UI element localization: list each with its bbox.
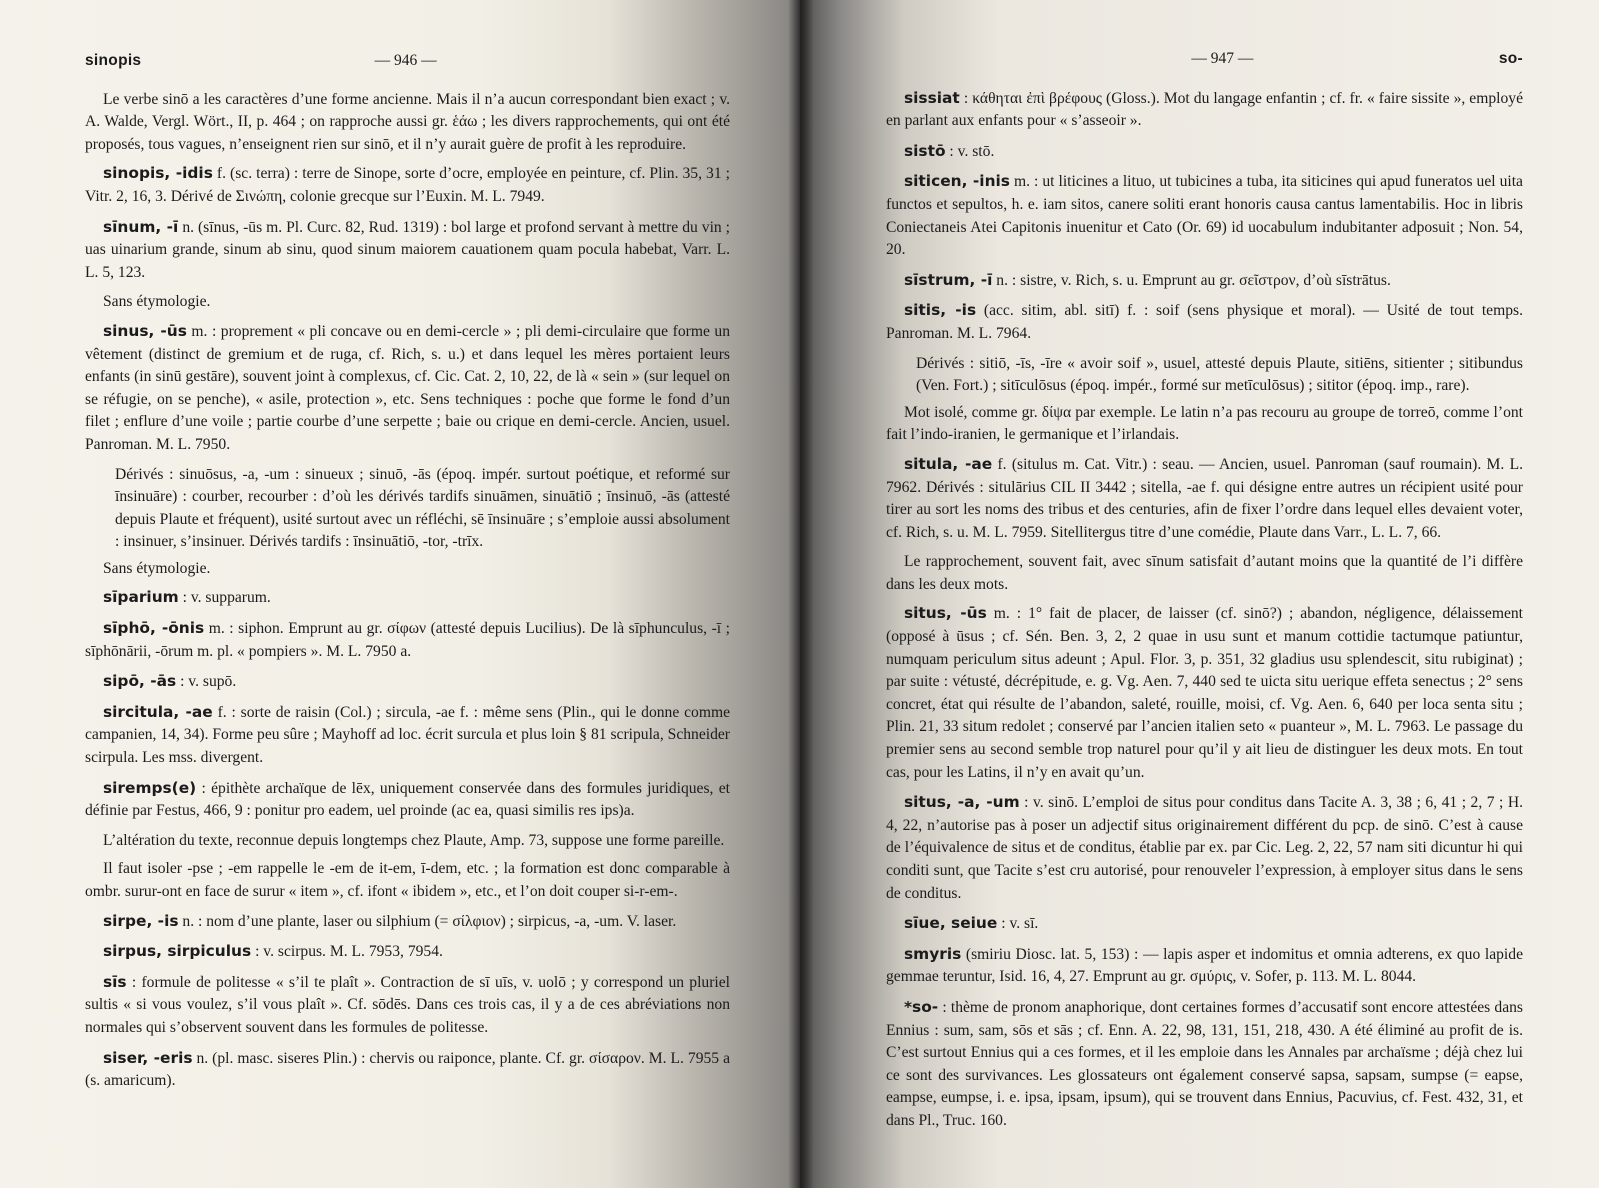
dictionary-entry xyxy=(886,912,1523,936)
right-page xyxy=(800,0,1599,1188)
book-gutter-shadow xyxy=(788,0,814,1188)
dictionary-entry xyxy=(85,910,730,934)
entry-text: (acc. sitim, abl. sitī) f. : soif (sens physique et moral). — Usité de tout temps. Panroman. M. L. 7964. xyxy=(886,302,1523,342)
entry-headword: sīnum, -ī xyxy=(103,217,179,236)
entry-text: n. : sistre, v. Rich, s. u. Emprunt au gr. σεῖστρον, d’où sīstrātus. xyxy=(992,271,1391,289)
entry-headword: sinopis, -idis xyxy=(103,164,213,183)
dictionary-entry xyxy=(886,269,1523,293)
entry-text: m. : proprement « pli concave ou en demi-cercle » ; pli demi-circulaire que forme un vêtement (distinct de gremium et de ruga, cf. Rich, s. u.) et dans lequel les mères portaient leurs enfants (in sinū gestāre), souvent joint à complexus, cf. Cic. Cat. 2, 10, 22, de là « sein » (sur lequel on se réfugie, on se penche), « asile, protection », etc. Sens techniques : poche que forme le fond d’un filet ; enflure d’une voile ; partie courbe d’une serpette ; baie ou crique en demi-cercle. Ancien, usuel. Panroman. M. L. 7950. xyxy=(85,322,730,453)
entry-text: : v. scirpus. M. L. 7953, 7954. xyxy=(251,943,443,961)
entry-text: Mot isolé, comme gr. δίψα par exemple. Le latin n’a pas recouru au groupe de torreō, comme l’ont fait l’indo-iranien, le germanique et l’irlandais. xyxy=(886,403,1523,444)
page-number-right: — 947 — xyxy=(1191,50,1254,67)
entry-headword: situs, -ūs xyxy=(904,604,987,623)
entry-text: n. (pl. masc. siseres Plin.) : chervis ou raiponce, plante. Cf. gr. σίσαρον. M. L. 7955 a (s. amaricum). xyxy=(85,1049,731,1090)
entry-headword: sinus, -ūs xyxy=(103,321,187,340)
commentary-paragraph xyxy=(85,858,730,903)
commentary-paragraph xyxy=(886,402,1523,447)
derivatives-paragraph xyxy=(85,464,730,554)
dictionary-entry xyxy=(886,602,1523,784)
dictionary-entry xyxy=(85,971,730,1040)
entry-text: : formule de politesse « s’il te plaît ». Contraction de sī uīs, v. uolō ; y correspond un pluriel sultis « si vous voulez, s’il vous plaît ». Cf. sōdēs. Dans ces trois cas, il y a de ces abréviations non normales qui s’observent souvent dans les formules de politesse. xyxy=(85,973,730,1036)
entry-headword: sīs xyxy=(103,972,127,991)
entry-text: n. (sīnus, -ūs m. Pl. Curc. 82, Rud. 1319) : bol large et profond servant à mettre du vin ; uas uinarium grande, sinum ab sinu, quod sinum maiorem cauationem quam pocula habebat, Varr. L. L. 5, 123. xyxy=(85,218,730,281)
dictionary-entry xyxy=(85,216,730,285)
guide-word-left: sinopis xyxy=(85,52,142,69)
entry-text: Sans étymologie. xyxy=(103,559,211,577)
entry-text: : épithète archaïque de lēx, uniquement conservée dans des formules juridiques, et définie par Festus, 466, 9 : ponitur pro eadem, uel proinde (ac ea, quasi similis res ips)a. xyxy=(85,779,730,820)
dictionary-entry xyxy=(886,996,1523,1133)
page-number-left: — 946 — xyxy=(374,52,437,69)
guide-word-right: so- xyxy=(1498,50,1523,67)
entry-headword: sīphō, -ōnis xyxy=(103,619,205,638)
running-head-left xyxy=(85,50,730,73)
dictionary-entry xyxy=(886,87,1523,133)
entry-text: : v. supparum. xyxy=(178,589,271,607)
dictionary-entry xyxy=(886,791,1523,905)
entry-text: L’altération du texte, reconnue depuis longtemps chez Plaute, Amp. 73, suppose une forme pareille. xyxy=(103,831,725,849)
dictionary-entry xyxy=(85,777,730,823)
entry-headword: sīue, seiue xyxy=(904,914,998,933)
entry-headword: sissiat xyxy=(904,88,960,107)
dictionary-entry xyxy=(85,320,730,457)
entry-text: Dérivés : sinuōsus, -a, -um : sinueux ; sinuō, -ās (époq. impér. surtout poétique, et reformé sur īnsinuāre) : courber, recourber : d’où les dérivés tardifs sinuāmen, sinuātiō ; īnsinuō, -ās (attesté depuis Plaute et fréquent), usité surtout avec un réfléchi, sē īnsinuāre ; s’emploie aussi absolument : insinuer, s’insinuer. Dérivés tardifs : īnsinuātiō, -tor, -trīx. xyxy=(115,465,730,551)
dictionary-entry xyxy=(85,940,730,964)
entry-headword: siticen, -inis xyxy=(904,172,1010,191)
derivatives-paragraph xyxy=(886,353,1523,398)
entry-headword: situs, -a, -um xyxy=(904,793,1020,812)
dictionary-entry xyxy=(85,1047,730,1093)
dictionary-entry xyxy=(85,617,730,663)
entry-text: Le rapprochement, souvent fait, avec sīnum satisfait d’autant moins que la quantité de l’i diffère dans les deux mots. xyxy=(886,553,1523,593)
dictionary-entry xyxy=(886,453,1523,544)
entry-headword: *so- xyxy=(904,997,939,1016)
entry-text: Sans étymologie. xyxy=(103,293,211,311)
dictionary-entry xyxy=(85,162,730,208)
running-head-right xyxy=(886,48,1523,71)
entry-headword: sīstrum, -ī xyxy=(904,270,993,289)
entry-text: n. : nom d’une plante, laser ou silphium (= σίλφιον) ; sirpicus, -a, -um. V. laser. xyxy=(178,912,677,930)
entry-text: (smiriu Diosc. lat. 5, 153) : — lapis asper et indomitus et omnia adterens, ex quo lapide gemmae teruntur, Isid. 16, 4, 27. Emprunt au gr. σμύρις, v. Sofer, p. 113. M. L. 8044. xyxy=(886,945,1523,986)
entry-text: : v. stō. xyxy=(945,142,995,160)
entry-text: m. : ut liticines a lituo, ut tubicines a tuba, ita siticines qui apud funeratos uel uita functos et sepultos, h. e. iam sitos, canere soliti erant honoris causa cantus lamentabilis. Hoc in libris Coniectaneis Atei Capitonis inuenitur et Cato (Or. 69) id uocabulum indubitanter adposuit ; Non. 54, 20. xyxy=(886,173,1523,259)
commentary-paragraph xyxy=(85,830,730,853)
dictionary-entry xyxy=(85,586,730,610)
entry-text: : thème de pronom anaphorique, dont certaines formes d’accusatif sont encore attestées dans Ennius : sum, sam, sōs et sās ; cf. Enn. A. 22, 98, 131, 151, 218, 430. A été éliminé au profit de is. C’est surtout Ennius qui a ces formes, et il les emploie dans les Annales par archaïsme ; déjà chez lui ce sont des survivances. Les glossateurs ont également conservé sapsa, sapsam, sumpse (= eapse, eampse, eumpse, i. e. ipsa, ipsam, ipsum), qui se trouvent dans Ennius, Pacuvius, cf. Fest. 432, 31, et dans Pl., Truc. 160. xyxy=(886,998,1523,1129)
commentary-paragraph xyxy=(85,89,730,157)
entry-text: : κάθηται ἐπὶ βρέφους (Gloss.). Mot du langage enfantin ; cf. fr. « faire sissite », employé en parlant aux enfants pour « s’asseoir ». xyxy=(886,89,1523,130)
entry-headword: siser, -eris xyxy=(103,1048,193,1067)
left-page-body xyxy=(85,89,730,1093)
commentary-paragraph xyxy=(85,291,730,314)
entry-headword: sīparium xyxy=(103,588,179,607)
entry-headword: sircitula, -ae xyxy=(103,702,213,721)
dictionary-entry xyxy=(886,170,1523,261)
entry-text: f. : sorte de raisin (Col.) ; sircula, -ae f. : même sens (Plin., qui le donne comme campanien, 14, 34). Forme peu sûre ; Mayhoff ad loc. écrit surcula et plus loin § 81 scripula, Schneider scirpula. Les mss. divergent. xyxy=(85,703,730,767)
entry-text: : v. sinō. L’emploi de situs pour conditus dans Tacite A. 3, 38 ; 6, 41 ; 2, 7 ; H. 4, 22, n’autorise pas à poser un adjectif situs originairement différent du pcp. de sinō. C’est à cause de l’équivalence de situs et de conditus, établie par ex. par Cic. Leg. 2, 22, 57 nam siti dicuntur hi qui conditi sunt, que Tacite s’est cru autorisé, pour renouveler l’expression, à employer situs dans le sens de conditus. xyxy=(886,794,1523,902)
entry-text: Le verbe sinō a les caractères d’une forme ancienne. Mais il n’a aucun correspondant bien exact ; v. A. Walde, Vergl. Wört., II, p. 464 ; on rapproche aussi gr. ἑάω ; les divers rapprochements, qui ont été proposés, tous vagues, n’enseignent rien sur sinō, et il n’y aurait guère de profit à les reproduire. xyxy=(85,90,730,153)
entry-text: : v. supō. xyxy=(176,673,237,691)
entry-text: : v. sī. xyxy=(997,915,1039,933)
entry-text: Il faut isoler -pse ; -em rappelle le -em de it-em, ī-dem, etc. ; la formation est donc comparable à ombr. surur-ont en face de surur « item », cf. ifont « ibidem », etc., et l’on doit couper si-r-em-. xyxy=(85,860,730,900)
dictionary-entry xyxy=(886,140,1523,164)
entry-text: Dérivés : sitiō, -īs, -īre « avoir soif », usuel, attesté depuis Plaute, sitiēns, sitienter ; sitibundus (Ven. Fort.) ; sitīculōsus (époq. impér., formé sur metīculōsus) ; sititor (époq. imp., rare). xyxy=(916,354,1523,395)
entry-headword: sirpus, sirpiculus xyxy=(103,942,252,961)
entry-text: m. : 1° fait de placer, de laisser (cf. sinō?) ; abandon, négligence, délaissement (opposé à ūsus ; cf. Sén. Ben. 3, 2, 2 quae in usu sunt et manum cottidie tactumque patiuntur, numquam periculum situs adeunt ; Apul. Flor. 3, p. 351, 32 gladius usu splendescit, situ rubiginat) ; par suite : vétusté, décrépitude, e. g. Vg. Aen. 7, 440 sed te uicta situ uerique effeta senectus ; 2° sens concret, état qui résulte de l’abandon, saleté, rouille, moisi, cf. Vg. Aen. 6, 640 per loca senta situ ; Plin. 21, 33 situm redolet ; conservé par l’ancien italien seto « puanteur », M. L. 7963. Le passage du premier sens au second semble trop naturel pour qu’il y ait lieu de distinguer les deux mots. En tout cas, pour les Latins, il n’y en avait qu’un. xyxy=(886,605,1523,781)
dictionary-entry xyxy=(886,299,1523,345)
entry-headword: smyris xyxy=(904,944,962,963)
commentary-paragraph xyxy=(886,551,1523,596)
entry-text: m. : siphon. Emprunt au gr. σίφων (attesté depuis Lucilius). De là sīphunculus, -ī ; sīphōnārii, -ōrum m. pl. « pompiers ». M. L. 7950 a. xyxy=(85,620,730,660)
entry-text: f. (sc. terra) : terre de Sinope, sorte d’ocre, employée en peinture, cf. Plin. 35, 31 ; Vitr. 2, 16, 3. Dérivé de Σινώπη, colonie grecque sur l’Euxin. M. L. 7949. xyxy=(85,165,730,205)
entry-headword: sitis, -is xyxy=(904,301,977,320)
dictionary-entry xyxy=(85,670,730,694)
entry-headword: sistō xyxy=(904,141,946,160)
dictionary-entry xyxy=(85,701,730,770)
right-page-body xyxy=(886,87,1523,1133)
entry-headword: situla, -ae xyxy=(904,454,993,473)
commentary-paragraph xyxy=(85,558,730,581)
entry-headword: sipō, -ās xyxy=(103,672,177,691)
entry-text: f. (situlus m. Cat. Vitr.) : seau. — Ancien, usuel. Panroman (sauf roumain). M. L. 7962. Dérivés : situlārius CIL II 3442 ; sitella, -ae f. qui désigne entre autres un récipient usité pour tirer au sort les noms des tribus et des centuries, afin de fixer l’ordre dans lequel elles devaient voter, cf. Rich, s. u. M. L. 7959. Sitellitergus titre d’une comédie, Plaute dans Varr., L. L. 7, 66. xyxy=(886,455,1524,541)
dictionary-entry xyxy=(886,943,1523,989)
entry-headword: sirpe, -is xyxy=(103,911,179,930)
entry-headword: siremps(e) xyxy=(103,778,197,797)
